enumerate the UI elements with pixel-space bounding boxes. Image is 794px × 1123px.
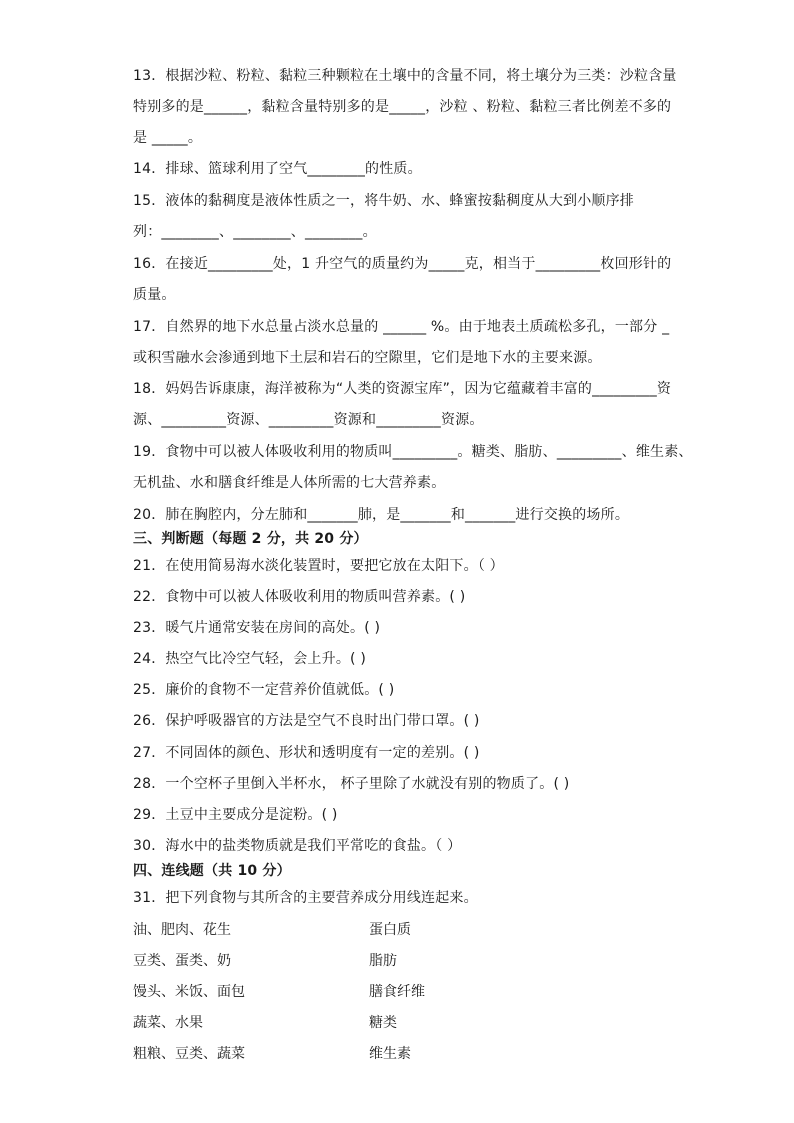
q17-line-1: 17．自然界的地下水总量占淡水总量的 ______ %。由于地表土质疏松多孔，一部分 _ [133,319,670,335]
q22-line: 22．食物中可以被人体吸收利用的物质叫营养素。( ) [133,589,466,605]
food-item: 豆类、蛋类、奶 [133,953,231,969]
section-3-heading: 三、判断题（每题 2 分，共 20 分） [133,531,368,547]
section-4-heading: 四、连线题（共 10 分） [133,863,291,879]
q28-line: 28．一个空杯子里倒入半杯水， 杯子里除了水就没有别的物质了。( ) [133,776,570,792]
q29-line: 29．土豆中主要成分是淀粉。( ) [133,807,338,823]
nutrient-item: 膳食纤维 [369,984,425,1000]
q27-line: 27．不同固体的颜色、形状和透明度有一定的差别。( ) [133,745,480,761]
q14-line: 14．排球、篮球利用了空气________的性质。 [133,161,422,177]
food-item: 粗粮、豆类、蔬菜 [133,1046,245,1062]
q20-line: 20．肺在胸腔内，分左肺和_______肺，是_______和_______进行交换的场所。 [133,507,630,523]
q15-line-2: 列：________、________、________。 [133,224,377,240]
q26-line: 26．保护呼吸器官的方法是空气不良时出门带口罩。( ) [133,713,480,729]
q30-line: 30．海水中的盐类物质就是我们平常吃的食盐。（ ） [133,838,462,854]
q16-line-1: 16．在接近_________处，1 升空气的质量约为_____克，相当于_________枚回形针的 [133,256,672,272]
q21-line: 21．在使用简易海水淡化装置时，要把它放在太阳下。（ ） [133,558,504,574]
q25-line: 25．廉价的食物不一定营养价值就低。( ) [133,682,395,698]
nutrient-item: 糖类 [369,1015,397,1031]
q24-line: 24．热空气比冷空气轻，会上升。( ) [133,651,366,667]
nutrient-item: 维生素 [369,1046,411,1062]
q19-line-1: 19．食物中可以被人体吸收利用的物质叫_________。糖类、脂肪、_________、维生素、 [133,444,693,460]
food-item: 油、肥肉、花生 [133,922,231,938]
nutrient-item: 蛋白质 [369,922,411,938]
q13-line-2: 特别多的是______，黏粒含量特别多的是_____，沙粒 、粉粒、黏粒三者比例差不多的 [133,99,672,115]
q13-line-1: 13．根据沙粒、粉粒、黏粒三种颗粒在土壤中的含量不同，将土壤分为三类：沙粒含量 [133,68,677,84]
nutrient-item: 脂肪 [369,953,397,969]
q23-line: 23．暖气片通常安装在房间的高处。( ) [133,620,381,636]
food-item: 馒头、米饭、面包 [133,984,245,1000]
q15-line-1: 15．液体的黏稠度是液体性质之一，将牛奶、水、蜂蜜按黏稠度从大到小顺序排 [133,193,635,209]
q17-line-2: 或积雪融水会渗通到地下土层和岩石的空隙里，它们是地下水的主要来源。 [133,350,602,366]
q13-line-3: 是 _____。 [133,130,203,146]
food-item: 蔬菜、水果 [133,1015,203,1031]
q18-line-2: 源、_________资源、_________资源和_________资源。 [133,412,484,428]
q18-line-1: 18．妈妈告诉康康，海洋被称为“人类的资源宝库”，因为它蕴藏着丰富的_________资 [133,381,672,397]
q19-line-2: 无机盐、水和膳食纤维是人体所需的七大营养素。 [133,475,446,491]
q16-line-2: 质量。 [133,287,176,303]
q31-line: 31．把下列食物与其所含的主要营养成分用线连起来。 [133,890,478,906]
